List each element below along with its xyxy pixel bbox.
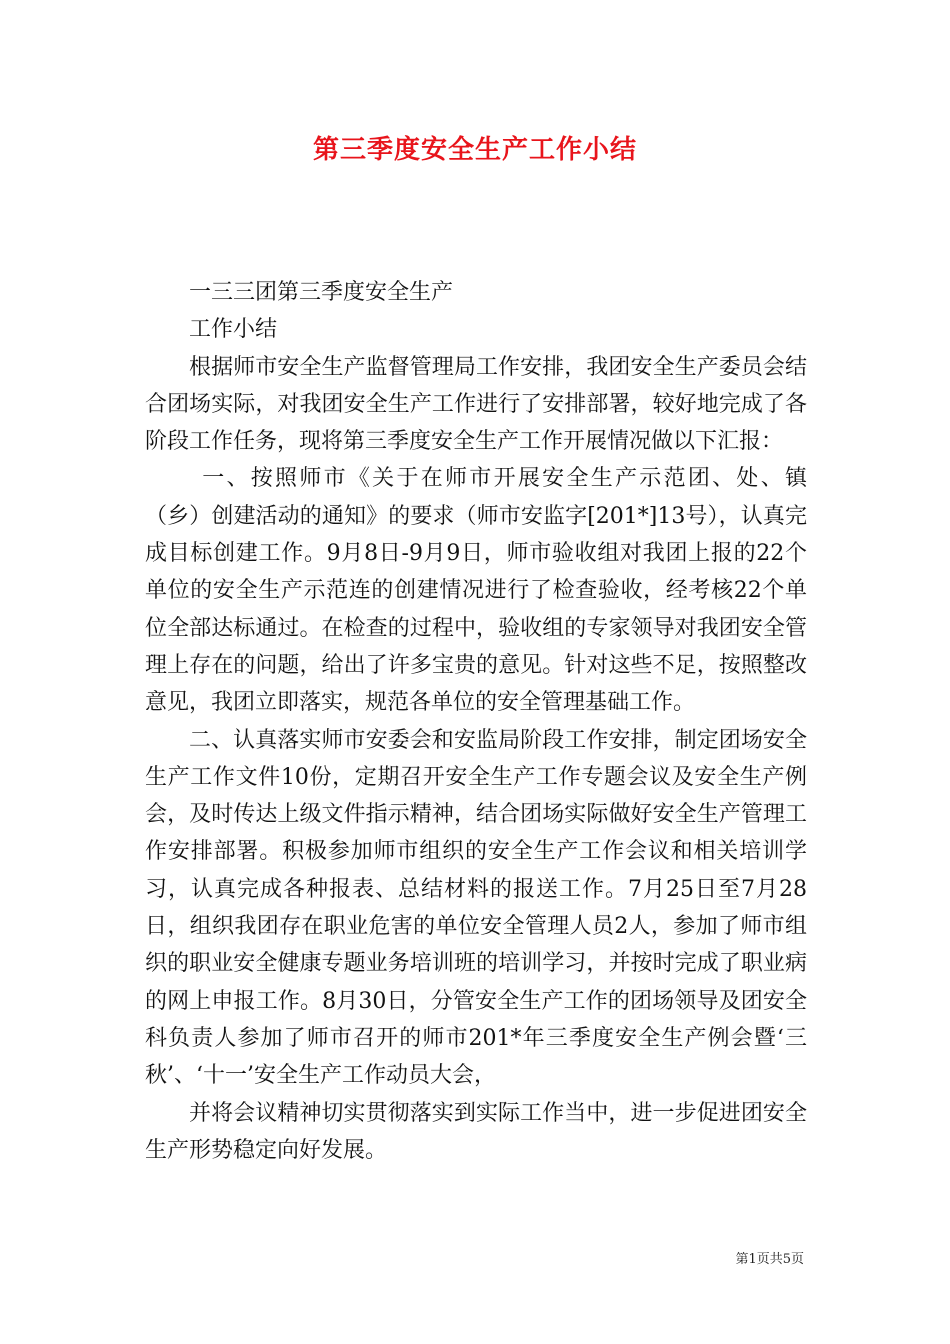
document-body <box>145 274 807 1169</box>
heading-line-1: 一三三团第三季度安全生产 <box>189 280 454 305</box>
section-one-paragraph: 一、按照师市《关于在师市开展安全生产示范团、处、镇（乡）创建活动的通知》的要求（师市安监字[201*]13号），认真完成目标创建工作。9月8日-9月9日，师市验收组对我团上报的22个单位的安全生产示范连的创建情况进行了检查验收，经考核22个单位全部达标通过。在检查的过程中，验收组的专家领导对我团安全管理上存在的问题，给出了许多宝贵的意见。针对这些不足，按照整改意见，我团立即落实，规范各单位的安全管理基础工作。 <box>145 466 807 716</box>
document-title: 第三季度安全生产工作小结 <box>312 135 637 165</box>
intro-paragraph: 根据师市安全生产监督管理局工作安排，我团安全生产委员会结合团场实际，对我团安全生产工作进行了安排部署，较好地完成了各阶段工作任务，现将第三季度安全生产工作开展情况做以下汇报： <box>145 354 807 455</box>
closing-paragraph: 并将会议精神切实贯彻落实到实际工作当中，进一步促进团安全生产形势稳定向好发展。 <box>145 1100 807 1163</box>
page-number: 第1页共5页 <box>735 1252 804 1267</box>
heading-line-2: 工作小结 <box>189 317 278 343</box>
section-two-paragraph: 二、认真落实师市安委会和安监局阶段工作安排，制定团场安全生产工作文件10份，定期召开安全生产工作专题会议及安全生产例会，及时传达上级文件指示精神，结合团场实际做好安全生产管理工作安排部署。积极参加师市组织的安全生产工作会议和相关培训学习，认真完成各种报表、总结材料的报送工作。7月25日至7月28日，组织我团存在职业危害的单位安全管理人员2人，参加了师市组织的职业安全健康专题业务培训班的培训学习，并按时完成了职业病的网上申报工作。8月30日，分管安全生产工作的团场领导及团安全科负责人参加了师市召开的师市201*年三季度安全生产例会暨‘三秋’、‘十一’安全生产工作动员大会， <box>145 727 807 1089</box>
